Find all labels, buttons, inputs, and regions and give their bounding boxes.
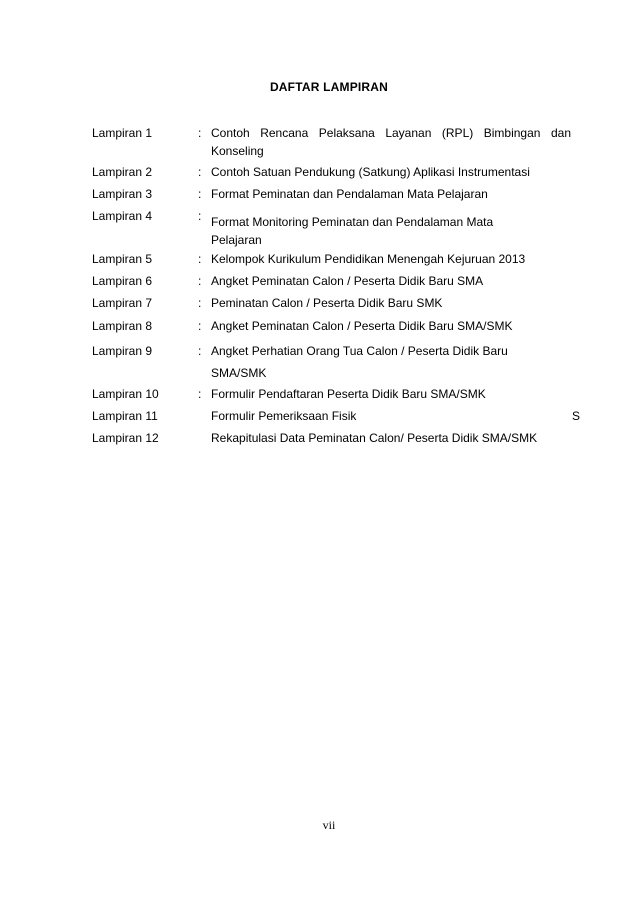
item-text: Format Peminatan dan Pendalaman Mata Pelajaran [211, 187, 488, 201]
item-text: Rekapitulasi Data Peminatan Calon/ Peserta Didik SMA/SMK [211, 431, 538, 445]
item-label: Lampiran 12 [92, 431, 159, 445]
item-colon: : [198, 387, 202, 401]
item-colon: : [198, 344, 202, 358]
item-text: Contoh Rencana Pelaksana Layanan (RPL) Bimbingan dan Konseling [211, 126, 571, 158]
item-label: Lampiran 4 [92, 209, 153, 223]
page-title: DAFTAR LAMPIRAN [269, 80, 389, 94]
item-label: Lampiran 7 [92, 296, 153, 310]
item-text: Angket Perhatian Orang Tua Calon / Peserta Didik Baru SMA/SMK [211, 344, 508, 380]
item-label: Lampiran 1 [92, 126, 153, 140]
item-text: Formulir Pendaftaran Peserta Didik Baru SMA/SMK [211, 387, 486, 401]
item-label: Lampiran 11 [92, 409, 158, 423]
item-text: Angket Peminatan Calon / Peserta Didik Baru SMA/SMK [211, 319, 513, 333]
item-text: Format Monitoring Peminatan dan Pendalaman Mata Pelajaran [211, 215, 494, 247]
item-text: Angket Peminatan Calon / Peserta Didik Baru SMA [211, 274, 484, 288]
item-colon: : [198, 165, 202, 179]
item-label: Lampiran 9 [92, 344, 153, 358]
item-colon: : [198, 252, 202, 266]
item-colon: : [198, 319, 202, 333]
item-text: Peminatan Calon / Peserta Didik Baru SMK [211, 296, 443, 310]
item-colon: : [198, 274, 202, 288]
item-colon: : [198, 296, 202, 310]
item-label: Lampiran 10 [92, 387, 159, 401]
stray-mark: S [572, 409, 581, 423]
item-text: Formulir Pemeriksaan Fisik [211, 409, 357, 423]
item-colon: : [198, 187, 202, 201]
item-text: Kelompok Kurikulum Pendidikan Menengah Kejuruan 2013 [211, 252, 526, 266]
item-text: Contoh Satuan Pendukung (Satkung) Aplikasi Instrumentasi [211, 165, 530, 179]
item-label: Lampiran 6 [92, 274, 153, 288]
item-label: Lampiran 5 [92, 252, 153, 266]
item-label: Lampiran 8 [92, 319, 153, 333]
page-number: vii [322, 818, 336, 832]
item-colon: : [198, 126, 202, 140]
item-label: Lampiran 3 [92, 187, 153, 201]
item-colon: : [198, 209, 202, 223]
item-label: Lampiran 2 [92, 165, 153, 179]
